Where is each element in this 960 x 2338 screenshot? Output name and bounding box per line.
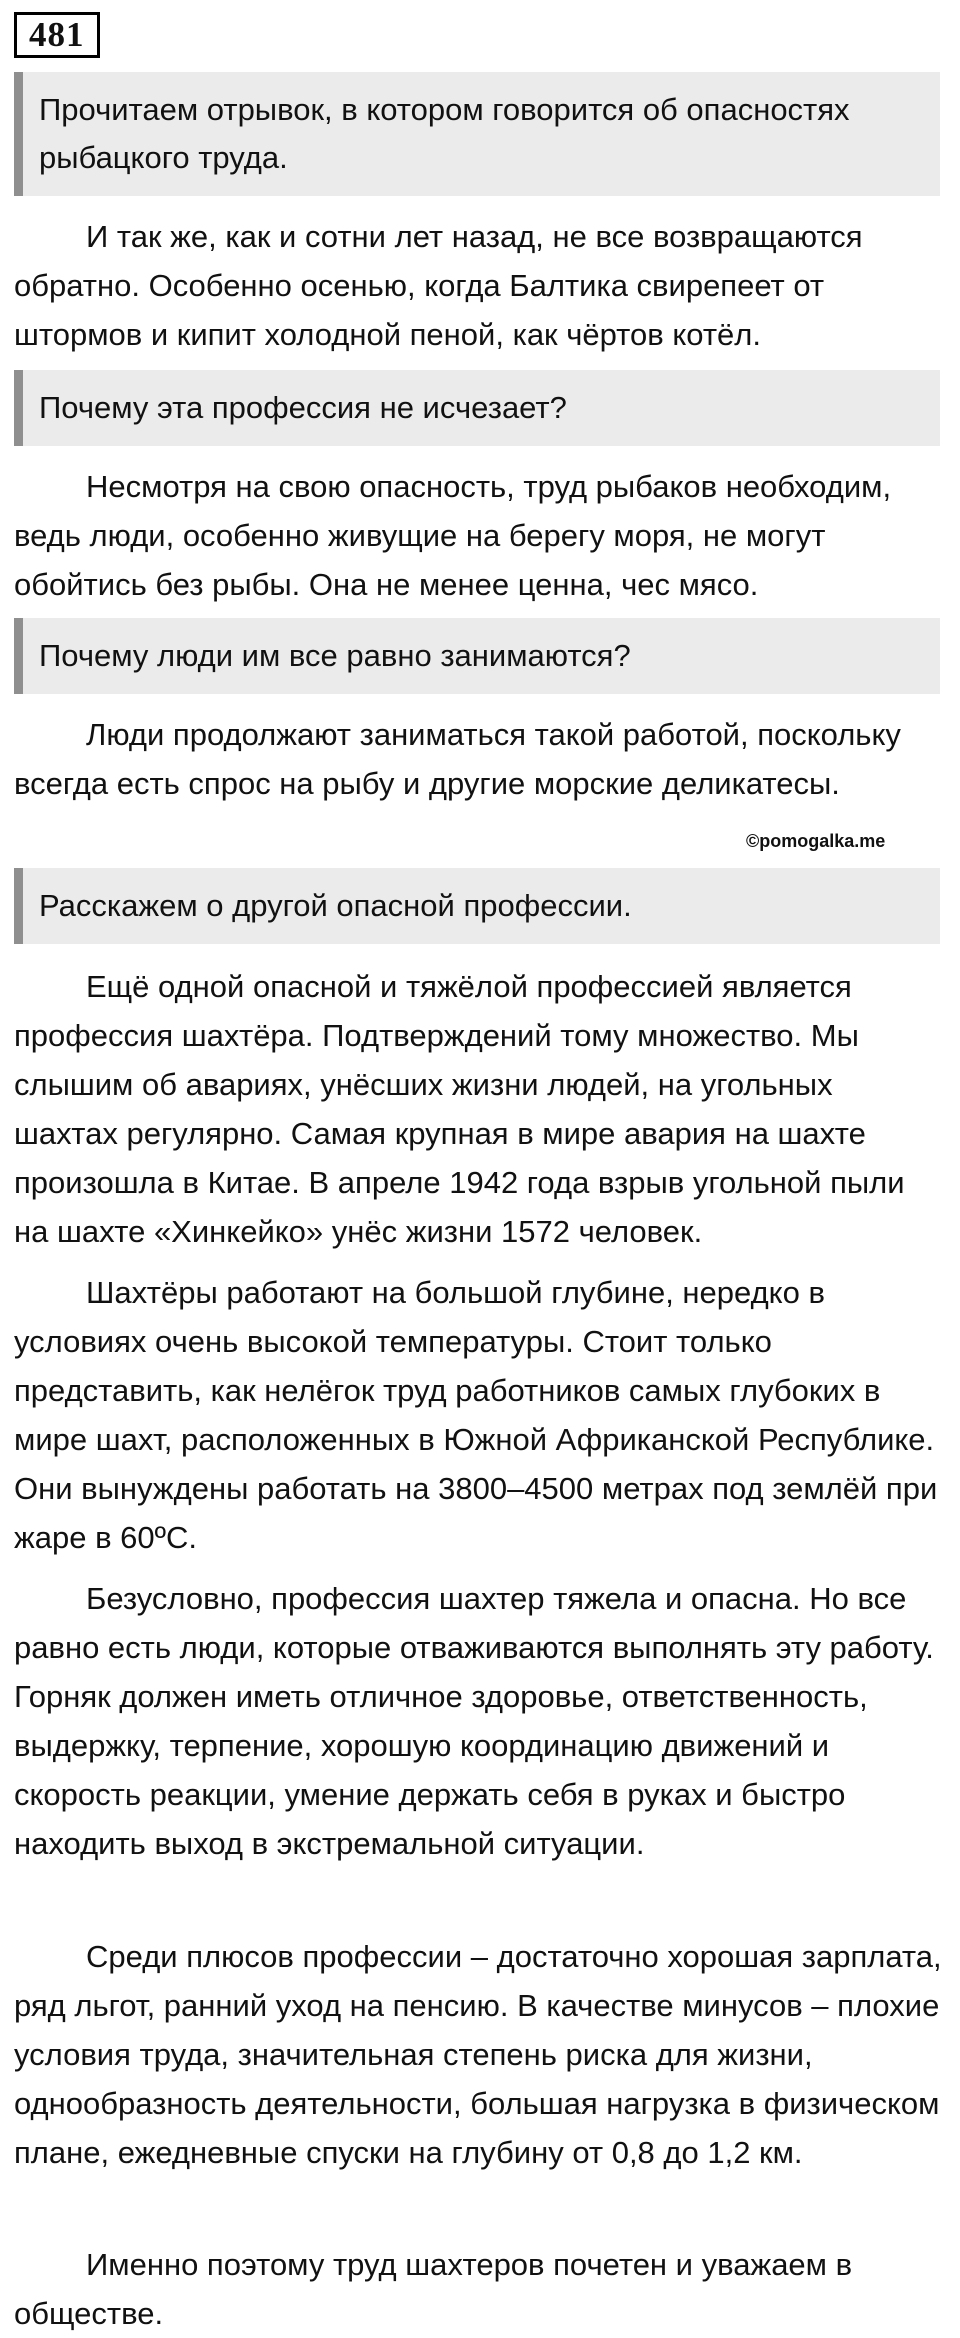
- question-text: Почему эта профессия не исчезает?: [39, 390, 567, 425]
- answer-paragraph: Именно поэтому труд шахтеров почетен и уважаем в обществе.: [14, 2247, 853, 2331]
- question-box-fishing-dangers: [14, 72, 940, 196]
- answer-paragraph: Несмотря на свою опасность, труд рыбаков необходим, ведь люди, особенно живущие на берегу моря, не могут обойтись без рыбы. Она не менее ценна, чес мясо.: [14, 469, 892, 602]
- answer-paragraph: Среди плюсов профессии – достаточно хорошая зарплата, ряд льгот, ранний уход на пенсию. В качестве минусов – плохие условия труда, значительная степень риска для жизни, однообразность деятельности, большая нагрузка в физическом плане, ежедневные спуски на глубину от 0,8 до 1,2 км.: [14, 1939, 942, 2170]
- question-box-profession-not-disappearing: [14, 370, 940, 446]
- question-text: Расскажем о другой опасной профессии.: [39, 888, 632, 923]
- answer-paragraph: Ещё одной опасной и тяжёлой профессией является профессия шахтёра. Подтверждений тому множество. Мы слышим об авариях, унёсших жизни людей, на угольных шахтах регулярно. Самая крупная в мире авария на шахте произошла в Китае. В апреле 1942 года взрыв угольной пыли на шахте «Хинкейко» унёс жизни 1572 человек.: [14, 969, 905, 1249]
- task-number: 481: [14, 12, 100, 58]
- question-box-another-dangerous-profession: [14, 868, 940, 944]
- question-box-why-people-do-it: [14, 618, 940, 694]
- answer-paragraph: Люди продолжают заниматься такой работой, поскольку всегда есть спрос на рыбу и другие морские деликатесы.: [14, 717, 901, 801]
- watermark-text: ©pomogalka.me: [746, 831, 886, 851]
- answer-paragraph: И так же, как и сотни лет назад, не все возвращаются обратно. Особенно осенью, когда Балтика свирепеет от штормов и кипит холодной пеной, как чёртов котёл.: [14, 219, 863, 352]
- question-text: Прочитаем отрывок, в котором говорится об опасностях рыбацкого труда.: [39, 92, 850, 175]
- question-text: Почему люди им все равно занимаются?: [39, 638, 631, 673]
- answer-paragraph: Шахтёры работают на большой глубине, нередко в условиях очень высокой температуры. Стоит только представить, как нелёгок труд работников самых глубоких в мире шахт, расположенных в Южной Африканской Республике. Они вынуждены работать на 3800–4500 метрах под землёй при жаре в 60ºС.: [14, 1275, 938, 1555]
- answer-paragraph: Безусловно, профессия шахтер тяжела и опасна. Но все равно есть люди, которые отваживаются выполнять эту работу. Горняк должен иметь отличное здоровье, ответственность, выдержку, терпение, хорошую координацию движений и скорость реакции, умение держать себя в руках и быстро находить выход в экстремальной ситуации.: [14, 1581, 934, 1861]
